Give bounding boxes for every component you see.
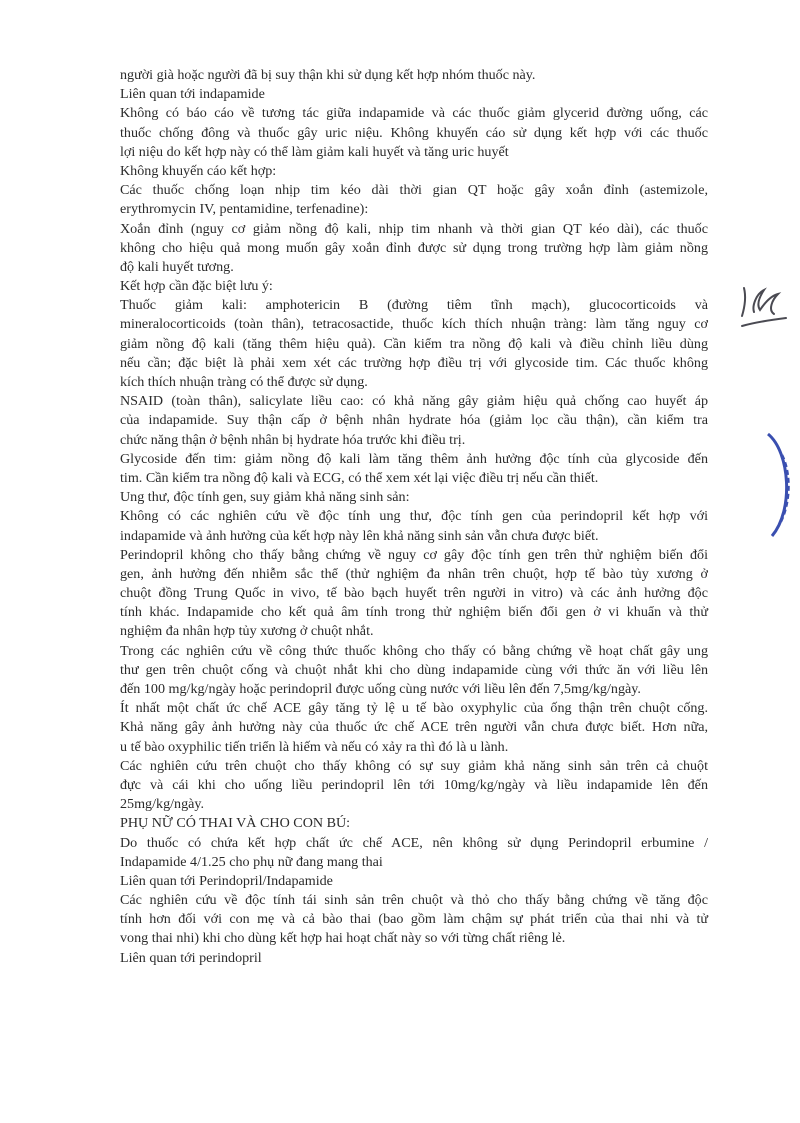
text-line: nếu cần; đặc biệt là phải xem xét các trường hợp điều trị với glycoside tim. Các thuốc không [120, 354, 708, 371]
text-line: Không có báo cáo về tương tác giữa indapamide và các thuốc giảm glycerid đường uống, các [120, 105, 708, 122]
text-line: Trong các nghiên cứu về công thức thuốc không cho thấy có bằng chứng về hoạt chất gây ung [120, 642, 708, 659]
text-line: giảm nồng độ kali (tăng thêm hiệu quả). Cần kiểm tra nồng độ kali và điều chỉnh liều dùng [120, 335, 708, 352]
text-line: không cho hiệu quả mong muốn gây xoắn đỉnh được sử dụng trong trường hợp làm giảm nồng [120, 239, 708, 256]
text-line: erythromycin IV, pentamidine, terfenadine): [120, 201, 369, 218]
text-line: Thuốc giảm kali: amphotericin B (đường tiêm tĩnh mạch), glucocorticoids và [120, 297, 708, 314]
text-line: lợi niệu do kết hợp này có thể làm giảm kali huyết và tăng uric huyết [120, 143, 509, 160]
text-line: chức năng thận ở bệnh nhân bị hydrate hóa trước khi điều trị. [120, 431, 466, 448]
text-line: Liên quan tới indapamide [120, 86, 265, 103]
document-body [120, 66, 708, 968]
text-line: thư gen trên chuột cống và chuột nhắt khi cho dùng indapamide cùng với thức ăn với liều lên [120, 661, 708, 678]
text-line: nghiệm đa nhân hợp tủy xương ở chuột nhắt. [120, 623, 374, 640]
text-line: vong thai nhi) khi cho dùng kết hợp hai hoạt chất này so với từng chất riêng lẻ. [120, 930, 566, 947]
text-line: chuột đồng Trung Quốc in vivo, tế bào bạch huyết trên người in vitro) và các ảnh hưởng độc [120, 585, 708, 602]
text-line: đến 100 mg/kg/ngày hoặc perindopril được uống cùng nước với liều lên đến 7,5mg/kg/ngày. [120, 681, 641, 697]
text-line: Ung thư, độc tính gen, suy giảm khả năng sinh sản: [120, 489, 410, 506]
text-line: Ít nhất một chất ức chế ACE gây tăng tỷ lệ u tế bào oxyphylic của ống thận trên chuột cống. [120, 700, 708, 717]
text-line: Xoắn đỉnh (nguy cơ giảm nồng độ kali, nhịp tim nhanh và thời gian QT kéo dài), các thuốc [120, 220, 708, 237]
text-line: Kết hợp cần đặc biệt lưu ý: [120, 278, 273, 295]
text-line: độ kali huyết tương. [120, 258, 234, 275]
text-line: PHỤ NỮ CÓ THAI VÀ CHO CON BÚ: [120, 815, 351, 832]
text-line: tim. Cần kiểm tra nồng độ kali và ECG, có thể xem xét lại việc điều trị nếu cần thiết. [120, 469, 599, 486]
text-line: NSAID (toàn thân), salicylate liều cao: có khả năng gây giảm hiệu quả chống cao huyết áp [120, 393, 708, 410]
text-line: của indapamide. Suy thận cấp ở bệnh nhân hydrate hóa (giảm lọc cầu thận), cần kiểm tra [120, 412, 708, 429]
text-line: Glycoside đến tim: giảm nồng độ kali làm tăng thêm ảnh hưởng độc tính của glycoside đến [120, 450, 708, 467]
text-line: Các thuốc chống loạn nhịp tim kéo dài thời gian QT hoặc gây xoắn đỉnh (astemizole, [120, 182, 708, 199]
text-line: Các nghiên cứu về độc tính tái sinh sản trên chuột và thỏ cho thấy bằng chứng về tăng độc [120, 892, 708, 909]
text-line: Khả năng gây ảnh hưởng này của thuốc ức chế ACE trên người vẫn chưa được biết. Hơn nữa, [120, 719, 708, 736]
text-line: u tế bào oxyphilic tiến triển là hiếm và nếu có xảy ra thì đó là u lành. [120, 738, 509, 755]
text-line: tính hơn đối với con mẹ và cả bào thai (bao gồm làm chậm sự phát triển của thai nhi và tử [120, 911, 708, 928]
text-line: Indapamide 4/1.25 cho phụ nữ đang mang thai [120, 853, 383, 870]
text-line: Không khuyến cáo kết hợp: [120, 162, 277, 179]
text-line: người già hoặc người đã bị suy thận khi sử dụng kết hợp nhóm thuốc này. [120, 67, 536, 83]
text-line: gen, ảnh hưởng đến nhiễm sắc thể (thử nghiệm đa nhân trên chuột, hợp tế bào tủy xương ở [120, 565, 708, 582]
text-line: indapamide và ảnh hưởng của kết hợp này lên khả năng sinh sản vẫn chưa được biết. [120, 527, 599, 544]
text-line: Liên quan tới Perindopril/Indapamide [120, 872, 333, 889]
text-line: Do thuốc có chứa kết hợp chất ức chế ACE, nên không sử dụng Perindopril erbumine / [120, 834, 708, 851]
text-line: Liên quan tới perindopril [120, 949, 262, 966]
text-line: tính khác. Indapamide cho kết quả âm tính trong thử nghiệm biến đổi gen ở vi khuẩn và thử [120, 604, 708, 621]
text-line: mineralocorticoids (toàn thân), tetracosactide, thuốc kích thích nhuận tràng: làm tăng nguy cơ [120, 316, 708, 333]
text-line: Không có các nghiên cứu về độc tính ung thư, độc tính gen của perindopril kết hợp với [120, 508, 708, 525]
text-line: thuốc chống đông và thuốc gây uric niệu. Không khuyến cáo sử dụng kết hợp với các thuốc [120, 124, 708, 141]
text-line: Các nghiên cứu trên chuột cho thấy không có sự suy giảm khả năng sinh sản trên cả chuột [120, 757, 708, 774]
stamp-partial [760, 430, 800, 540]
handwritten-initials [730, 272, 792, 334]
text-line: đực và cái khi cho uống liều perindopril lên tới 10mg/kg/ngày và liều indapamide lên đến [120, 776, 708, 793]
text-line: kích thích nhuận tràng có thể được sử dụng. [120, 374, 368, 390]
text-line: Perindopril không cho thấy bằng chứng về nguy cơ gây độc tính gen trên thử nghiệm biến đổi [120, 546, 708, 563]
text-line: 25mg/kg/ngày. [120, 796, 205, 813]
